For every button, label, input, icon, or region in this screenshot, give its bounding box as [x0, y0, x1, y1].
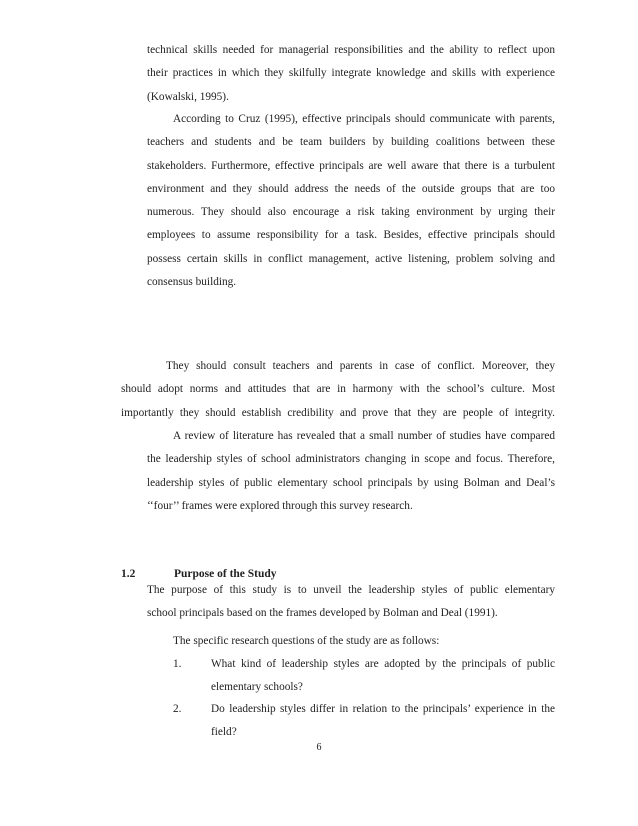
paragraph-kowalski [147, 39, 555, 109]
text-line: field? [211, 726, 237, 739]
text-line: They should consult teachers and parents in case of conflict. Moreover, they [166, 360, 555, 372]
list-item [173, 653, 555, 700]
text-line: According to Cruz (1995), effective principals should communicate with parents, [173, 113, 555, 125]
text-line: (Kowalski, 1995). [147, 90, 229, 103]
text-line: importantly they should establish credibility and prove that they are people of integrity. [121, 406, 555, 419]
section-title: Purpose of the Study [174, 568, 277, 580]
text-line: consensus building. [147, 276, 237, 289]
paragraph-consult [121, 355, 555, 425]
text-line: stakeholders. Furthermore, effective principals are well aware that there is a turbulent [147, 159, 555, 172]
text-line: technical skills needed for managerial responsibilities and the ability to reflect upon [147, 44, 555, 56]
text-line: elementary schools? [211, 681, 303, 694]
paragraph-cruz [147, 108, 555, 294]
text-line: should adopt norms and attitudes that are in harmony with the school’s culture. Most [121, 383, 555, 396]
text-line: possess certain skills in conflict management, active listening, problem solving and [147, 252, 555, 265]
text-line: teachers and students and be team builders by building coalitions between these [147, 136, 555, 149]
text-line: The purpose of this study is to unveil the leadership styles of public elementary [147, 584, 555, 596]
text-line: school principals based on the frames developed by Bolman and Deal (1991). [147, 607, 498, 620]
text-line: The specific research questions of the study are as follows: [173, 635, 440, 647]
text-line: Do leadership styles differ in relation to the principals’ experience in the [211, 703, 555, 715]
paragraph-review [147, 425, 555, 518]
list-item [173, 698, 555, 745]
text-line: ‘‘four’’ frames were explored through this survey research. [147, 499, 413, 512]
text-line: numerous. They should also encourage a risk taking environment by urging their [147, 206, 555, 219]
text-line: the leadership styles of school administrators changing in scope and focus. Therefore, [147, 453, 555, 466]
text-line: their practices in which they skilfully integrate knowledge and skills with experience [147, 67, 555, 80]
list-number: 1. [173, 658, 182, 670]
text-line: environment and they should address the needs of the outside groups that are too [147, 182, 555, 195]
text-line: leadership styles of public elementary school principals by using Bolman and Deal’s [147, 476, 555, 489]
text-line: What kind of leadership styles are adopted by the principals of public [211, 658, 555, 670]
section-number: 1.2 [121, 568, 136, 580]
list-number: 2. [173, 703, 182, 715]
paragraph-purpose [147, 579, 555, 626]
page-number: 6 [316, 742, 322, 753]
paragraph-questions-intro [173, 630, 555, 653]
text-line: employees to assume responsibility for a task. Besides, effective principals should [147, 229, 555, 242]
text-line: A review of literature has revealed that a small number of studies have compared [173, 430, 555, 442]
